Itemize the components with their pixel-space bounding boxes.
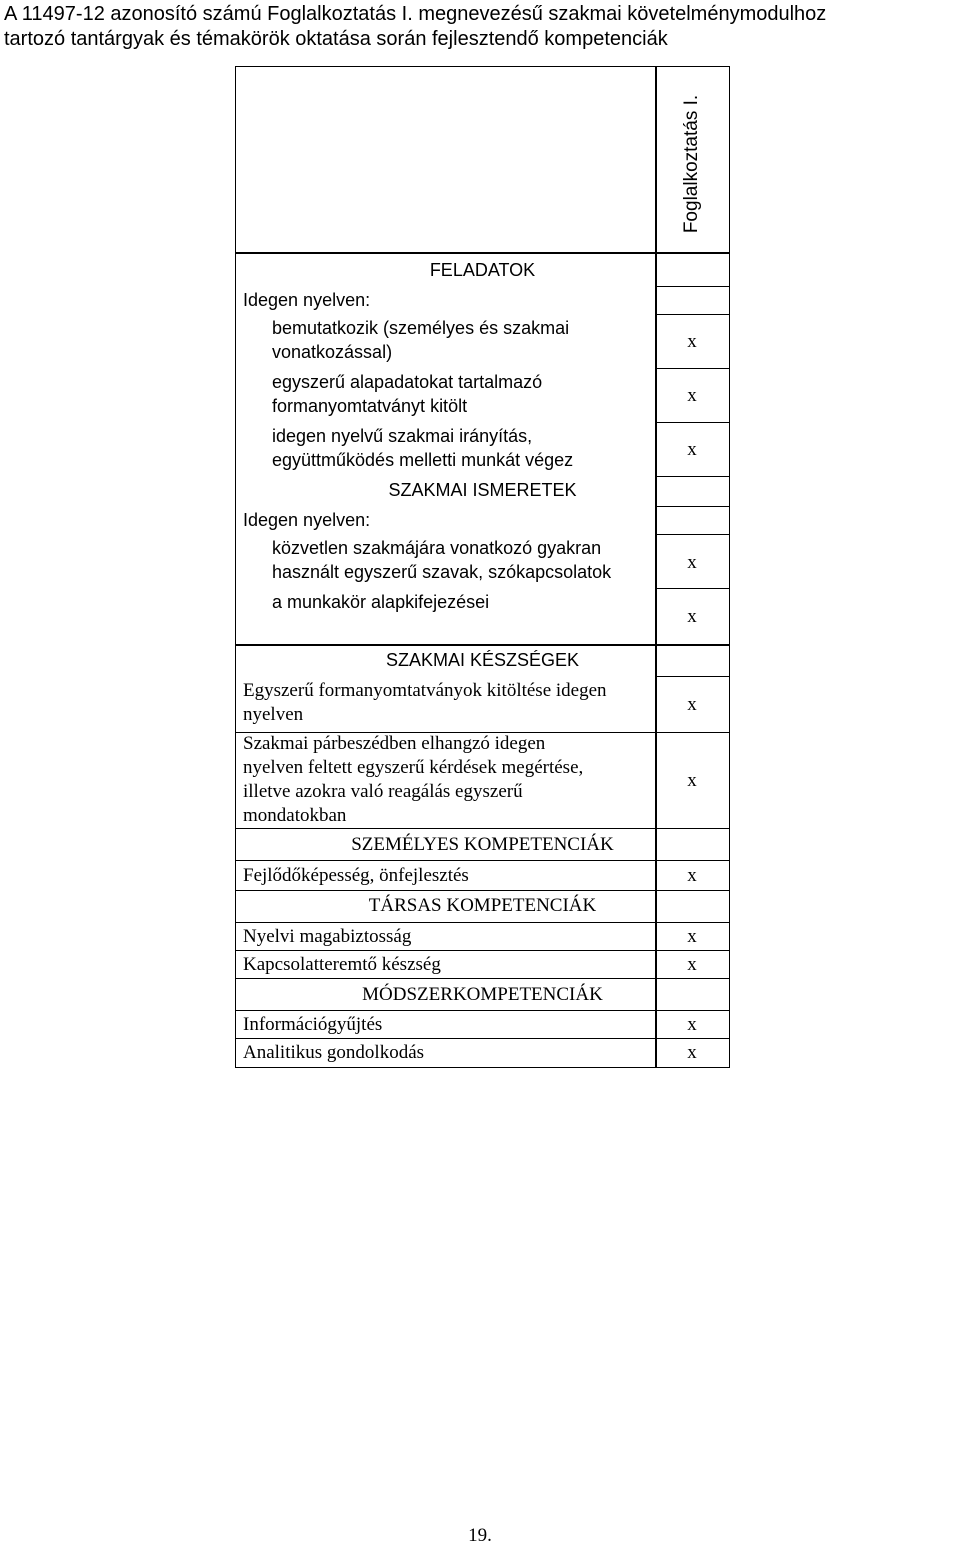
section-title-tarsas: TÁRSAS KOMPETENCIÁK	[368, 895, 597, 916]
mark-x: x	[687, 439, 697, 460]
tarsas-item-2: Kapcsolatteremtő készség	[243, 954, 441, 975]
mark-x: x	[687, 694, 697, 715]
section-title-szemelyes: SZEMÉLYES KOMPETENCIÁK	[351, 834, 614, 855]
page-number: 19.	[468, 1525, 492, 1546]
ismeretek-item-1	[272, 536, 611, 584]
modszer-item-1: Információgyűjtés	[243, 1014, 383, 1035]
text-line: vonatkozással)	[272, 342, 393, 362]
keszsegek-item-1	[243, 679, 607, 727]
szemelyes-item-1: Fejlődőképesség, önfejlesztés	[243, 865, 469, 886]
column-header	[657, 84, 727, 244]
row-divider	[655, 676, 730, 677]
document-heading	[4, 2, 954, 52]
row-divider	[655, 422, 730, 423]
text-line: együttműködés melletti munkát végez	[272, 450, 574, 470]
section-divider	[235, 978, 730, 979]
mark-x: x	[687, 770, 697, 791]
header-row-divider	[235, 252, 730, 254]
text-line: használt egyszerű szavak, szókapcsolatok	[272, 562, 612, 582]
feladatok-item-3	[272, 424, 573, 472]
keszsegek-item-2	[243, 732, 583, 828]
feladatok-item-2	[272, 370, 542, 418]
text-line: Szakmai párbeszédben elhangzó idegen	[243, 733, 546, 754]
mark-x: x	[687, 1014, 697, 1035]
column-header-label: Foglalkoztatás I.	[681, 94, 702, 234]
section-title-keszsegek: SZAKMAI KÉSZSÉGEK	[385, 650, 580, 670]
text-line: egyszerű alapadatokat tartalmazó	[272, 372, 543, 392]
row-divider	[655, 534, 730, 535]
feladatok-intro: Idegen nyelven:	[243, 290, 371, 310]
row-divider	[655, 476, 730, 477]
heading-line-2: tartozó tantárgyak és témakörök oktatása során fejlesztendő kompetenciák	[4, 28, 668, 50]
text-line: bemutatkozik (személyes és szakmai	[272, 318, 570, 338]
row-divider	[235, 1038, 730, 1039]
section-divider	[235, 890, 730, 891]
row-divider	[235, 860, 730, 861]
text-line: idegen nyelvű szakmai irányítás,	[272, 426, 533, 446]
mark-x: x	[687, 331, 697, 352]
row-divider	[655, 314, 730, 315]
text-line: mondatokban	[243, 805, 347, 826]
row-divider	[655, 368, 730, 369]
ismeretek-item-2: a munkakör alapkifejezései	[272, 592, 490, 612]
row-divider	[235, 950, 730, 951]
text-line: illetve azokra való reagálás egyszerű	[243, 781, 523, 802]
text-line: Egyszerű formanyomtatványok kitöltése idegen	[243, 680, 607, 701]
feladatok-item-1	[272, 316, 569, 364]
section-title-feladatok: FELADATOK	[429, 260, 536, 280]
mark-x: x	[687, 865, 697, 886]
row-divider	[655, 588, 730, 589]
text-line: közvetlen szakmájára vonatkozó gyakran	[272, 538, 602, 558]
mark-x: x	[687, 954, 697, 975]
text-line: nyelven feltett egyszerű kérdések megértése,	[243, 757, 584, 778]
ismeretek-intro: Idegen nyelven:	[243, 510, 371, 530]
section-title-modszer: MÓDSZERKOMPETENCIÁK	[362, 984, 603, 1005]
row-divider	[235, 922, 730, 923]
row-divider	[655, 506, 730, 507]
section-divider	[235, 828, 730, 829]
section-title-ismeretek: SZAKMAI ISMERETEK	[388, 480, 577, 500]
section-divider	[235, 644, 730, 646]
mark-x: x	[687, 606, 697, 627]
heading-line-1: A 11497-12 azonosító számú Foglalkoztatás I. megnevezésű szakmai követelménymodulhoz	[4, 3, 827, 25]
row-divider	[235, 1010, 730, 1011]
row-divider	[655, 286, 730, 287]
mark-x: x	[687, 552, 697, 573]
mark-x: x	[687, 1042, 697, 1063]
mark-x: x	[687, 926, 697, 947]
tarsas-item-1: Nyelvi magabiztosság	[243, 926, 412, 947]
modszer-item-2: Analitikus gondolkodás	[243, 1042, 425, 1063]
text-line: formanyomtatványt kitölt	[272, 396, 468, 416]
text-line: nyelven	[243, 704, 304, 725]
mark-x: x	[687, 385, 697, 406]
